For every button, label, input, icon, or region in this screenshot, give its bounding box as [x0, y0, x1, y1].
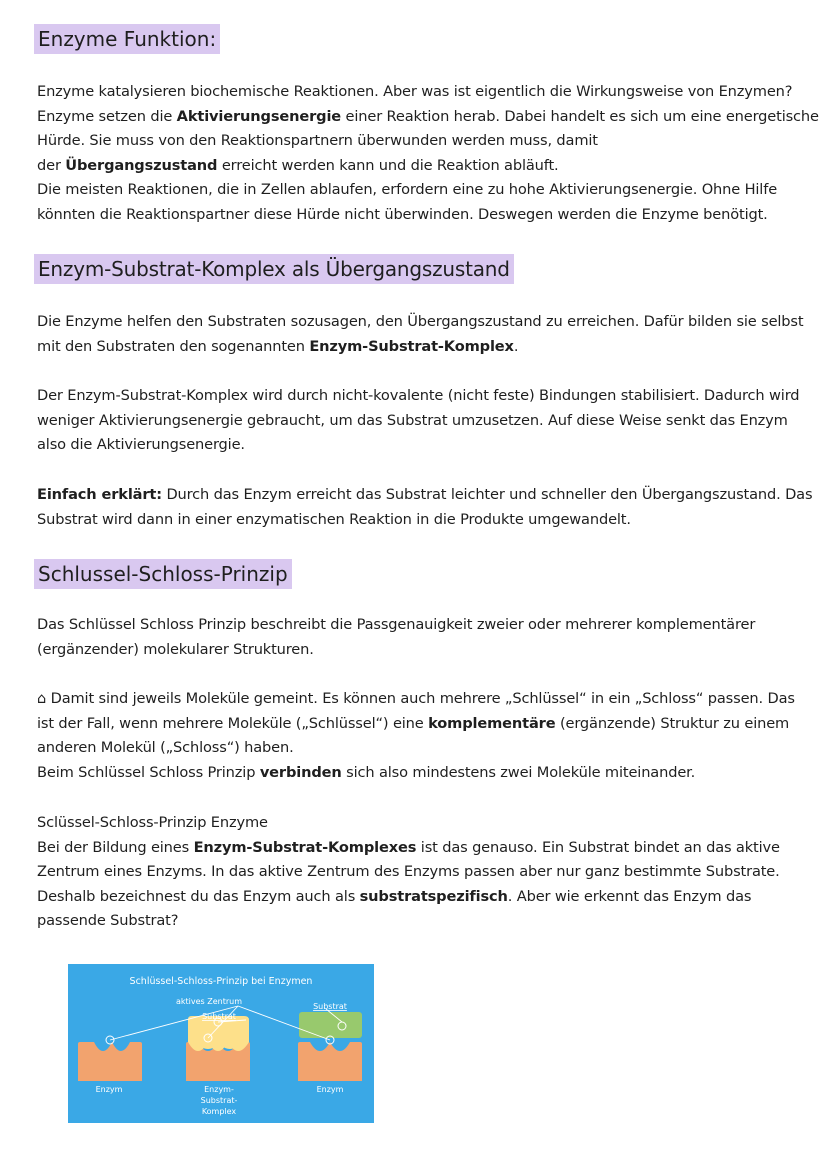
paragraph-prinzip-definition	[37, 613, 797, 662]
text-fragment: (ergänzender) molekularer Strukturen.	[37, 640, 314, 658]
text-line	[37, 811, 797, 836]
text-line	[37, 508, 797, 533]
text-fragment: anderen Molekül („Schloss“) haben.	[37, 739, 294, 756]
label-substrate-right: Substrat	[313, 1002, 347, 1011]
lock-and-key-diagram	[68, 964, 374, 1123]
label-enzyme-right: Enzym	[316, 1085, 344, 1094]
text-line	[37, 885, 797, 910]
paragraph-prinzip-enzyme	[37, 811, 797, 934]
text-line	[37, 860, 797, 885]
text-line	[37, 736, 797, 761]
text-fragment: Das Schlüssel Schloss Prinzip beschreibt die Passgenauigkeit zweier oder mehrerer komplementärer	[37, 616, 756, 633]
text-fragment: mit den Substraten den sogenannten	[37, 337, 310, 355]
text-line	[37, 836, 797, 861]
text-line	[37, 638, 797, 663]
heading-enzyme-funktion: Enzyme Funktion:	[34, 24, 220, 54]
text-fragment: passende Substrat?	[37, 912, 179, 929]
bold-term: substratspezifisch	[359, 887, 508, 905]
text-fragment: Enzyme setzen die	[37, 107, 177, 125]
text-fragment: also die Aktivierungsenergie.	[37, 436, 245, 453]
text-fragment: Durch das Enzym erreicht das Substrat leichter und schneller den Übergangszustand. Das	[161, 486, 813, 503]
text-fragment: (ergänzende) Struktur zu einem	[555, 714, 790, 732]
label-complex-line3: Komplex	[201, 1107, 237, 1116]
text-fragment: Die Enzyme helfen den Substraten sozusagen, den Übergangszustand zu erreichen. Dafür bilden sie selbst	[37, 313, 804, 330]
text-fragment: Hürde. Sie muss von den Reaktionspartnern überwunden werden muss, damit	[37, 132, 598, 149]
text-fragment: sich also mindestens zwei Moleküle miteinander.	[341, 763, 696, 781]
text-fragment: Sclüssel-Schloss-Prinzip Enzyme	[37, 814, 268, 831]
text-line	[37, 409, 797, 434]
text-line	[37, 310, 804, 335]
text-fragment: ist das genauso. Ein Substrat bindet an das aktive	[416, 838, 780, 856]
paragraph-einfach-erklaert	[37, 483, 813, 532]
text-line	[37, 712, 797, 737]
paragraph-molekuele	[37, 687, 797, 785]
bold-term: komplementäre	[428, 714, 556, 732]
text-fragment: einer Reaktion herab. Dabei handelt es sich um eine energetische	[341, 107, 819, 125]
text-fragment: Deshalb bezeichnest du das Enzym auch als	[37, 887, 360, 905]
text-fragment: weniger Aktivierungsenergie gebraucht, um das Substrat umzusetzen. Auf diese Weise senkt das Enzym	[37, 411, 788, 429]
bold-term: Enzym-Substrat-Komplexes	[193, 838, 417, 856]
enzyme-left-shape	[78, 1042, 142, 1081]
text-fragment: Die meisten Reaktionen, die in Zellen ablaufen, erfordern eine zu hohe Aktivierungsenergie. Ohne Hilfe	[37, 181, 778, 198]
heading-schluessel-schloss-prinzip: Schlussel-Schloss-Prinzip	[34, 559, 292, 589]
text-line	[37, 761, 797, 786]
label-complex-line1: Enzym-	[204, 1085, 234, 1094]
heading-enzym-substrat-komplex: Enzym-Substrat-Komplex als Übergangszustand	[34, 254, 514, 284]
text-fragment: erreicht werden kann und die Reaktion abläuft.	[217, 156, 559, 174]
text-line	[37, 203, 797, 228]
label-active-center: aktives Zentrum	[175, 997, 243, 1006]
label-substrate-middle: Substrat	[202, 1012, 236, 1021]
diagram-title: Schlüssel-Schloss-Prinzip bei Enzymen	[129, 976, 313, 987]
bold-term: verbinden	[259, 763, 342, 781]
paragraph-komplex-intro	[37, 310, 804, 359]
text-fragment: ist der Fall, wenn mehrere Moleküle („Schlüssel“) eine	[37, 714, 429, 732]
bold-term: Einfach erklärt:	[37, 486, 162, 503]
text-fragment: ⌂ Damit sind jeweils Moleküle gemeint. Es können auch mehrere „Schlüssel“ in ein „Schloss“ passen. Das	[37, 690, 795, 707]
bold-term: Aktivierungsenergie	[176, 107, 342, 125]
text-fragment: der	[37, 156, 66, 174]
paragraph-komplex-stabilisiert	[37, 384, 800, 458]
text-fragment: könnten die Reaktionspartner diese Hürde nicht überwinden. Deswegen werden die Enzyme benötigt.	[37, 205, 768, 223]
text-line	[37, 335, 797, 360]
text-line	[37, 384, 800, 409]
text-line	[37, 105, 819, 130]
text-line	[37, 80, 797, 105]
text-line	[37, 483, 813, 508]
bold-term: Enzym-Substrat-Komplex	[309, 337, 514, 355]
label-complex-line2: Substrat-	[200, 1096, 238, 1105]
text-fragment: Zentrum eines Enzyms. In das aktive Zentrum des Enzyms passen aber nur ganz bestimmte Substrate.	[37, 863, 780, 880]
text-line	[37, 433, 797, 458]
text-fragment: . Aber wie erkennt das Enzym das	[507, 887, 752, 905]
substrate-yellow-bump-right	[218, 1025, 242, 1049]
text-fragment: Substrat wird dann in einer enzymatischen Reaktion in die Produkte umgewandelt.	[37, 510, 631, 528]
text-line	[37, 909, 797, 934]
substrate-green-shape	[299, 1012, 362, 1038]
bold-term: Übergangszustand	[65, 156, 218, 174]
enzyme-right-shape	[298, 1042, 362, 1081]
text-fragment: Der Enzym-Substrat-Komplex wird durch nicht-kovalente (nicht feste) Bindungen stabilisiert. Dadurch wird	[37, 387, 800, 404]
text-line	[37, 178, 797, 203]
text-fragment: Enzyme katalysieren biochemische Reaktionen. Aber was ist eigentlich die Wirkungsweise von Enzymen?	[37, 83, 793, 100]
text-fragment: Bei der Bildung eines	[37, 838, 194, 856]
paragraph-enzyme-funktion	[37, 80, 819, 227]
text-fragment: Beim Schlüssel Schloss Prinzip	[37, 763, 260, 781]
text-line	[37, 129, 797, 154]
text-line	[37, 154, 797, 179]
label-enzyme-left: Enzym	[95, 1085, 123, 1094]
text-line	[37, 687, 797, 712]
text-line	[37, 613, 797, 638]
text-fragment: .	[513, 337, 519, 355]
